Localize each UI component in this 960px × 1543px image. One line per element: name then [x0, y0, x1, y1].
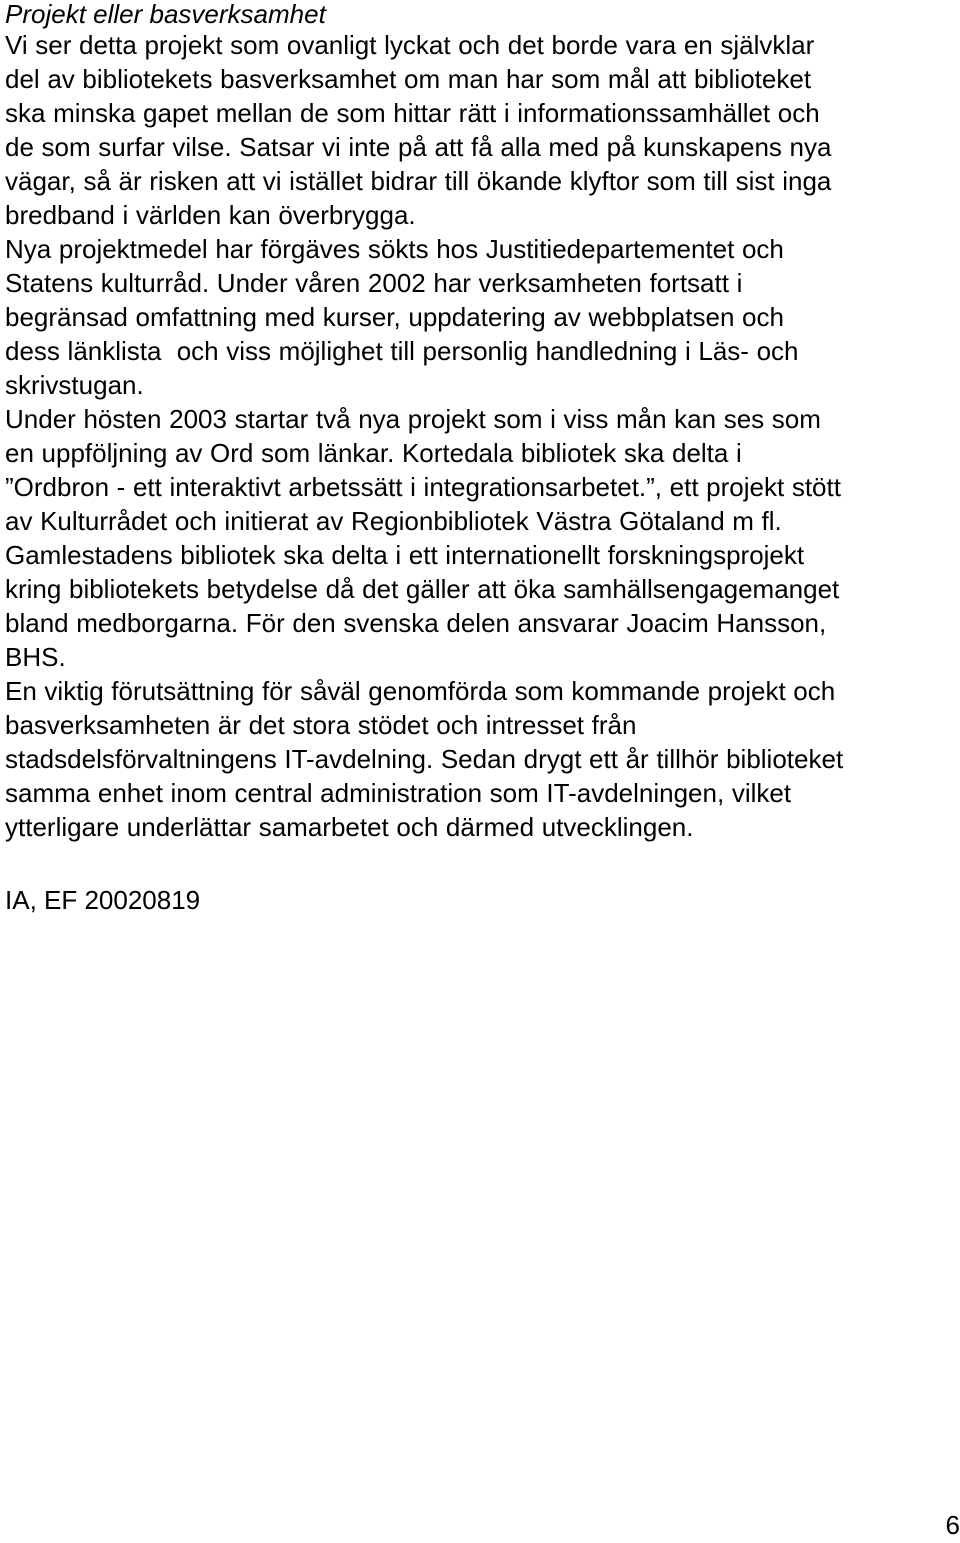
text-line: Vi ser detta projekt som ovanligt lyckat och det borde vara en självklar [5, 30, 815, 60]
text-line: ytterligare underlättar samarbetet och därmed utvecklingen. [5, 812, 694, 842]
signature-date: IA, EF 20020819 [5, 885, 201, 915]
text-line: ”Ordbron - ett interaktivt arbetssätt i integrationsarbetet.”, ett projekt stött [5, 472, 841, 502]
text-line: bland medborgarna. För den svenska delen ansvarar Joacim Hansson, [5, 608, 827, 638]
text-line: Gamlestadens bibliotek ska delta i ett internationellt forskningsprojekt [5, 540, 805, 570]
paragraph-new-projects [5, 402, 960, 674]
text-line: Nya projektmedel har förgäves sökts hos Justitiedepartementet och [5, 234, 784, 264]
section-heading: Projekt eller basverksamhet [5, 0, 326, 29]
document-page [5, 0, 960, 844]
text-line: samma enhet inom central administration som IT-avdelningen, vilket [5, 778, 792, 808]
text-line: basverksamheten är det stora stödet och intresset från [5, 710, 637, 740]
text-line: de som surfar vilse. Satsar vi inte på att få alla med på kunskapens nya [5, 132, 832, 162]
text-line: Under hösten 2003 startar två nya projekt som i viss mån kan ses som [5, 404, 821, 434]
text-line: ska minska gapet mellan de som hittar rätt i informationssamhället och [5, 98, 820, 128]
text-line: dess länklista och viss möjlighet till personlig handledning i Läs- och [5, 336, 799, 366]
text-line: kring bibliotekets betydelse då det gäller att öka samhällsengagemanget [5, 574, 840, 604]
text-line: av Kulturrådet och initierat av Regionbibliotek Västra Götaland m fl. [5, 506, 782, 536]
paragraph-it-support [5, 674, 960, 844]
text-line: en uppföljning av Ord som länkar. Kortedala bibliotek ska delta i [5, 438, 742, 468]
paragraph-project-value [5, 29, 960, 232]
text-line: Statens kulturråd. Under våren 2002 har verksamheten fortsatt i [5, 268, 743, 298]
text-line: vägar, så är risken att vi istället bidrar till ökande klyftor som till sist inga [5, 166, 832, 196]
text-line: BHS. [5, 642, 66, 672]
paragraph-funding [5, 232, 960, 402]
text-line: En viktig förutsättning för såväl genomförda som kommande projekt och [5, 676, 836, 706]
text-line: begränsad omfattning med kurser, uppdatering av webbplatsen och [5, 302, 784, 332]
text-line: bredband i världen kan överbrygga. [5, 200, 416, 230]
page-number: 6 [945, 1510, 960, 1540]
text-line: stadsdelsförvaltningens IT-avdelning. Sedan drygt ett år tillhör biblioteket [5, 744, 844, 774]
text-line: skrivstugan. [5, 370, 144, 400]
text-line: del av bibliotekets basverksamhet om man har som mål att biblioteket [5, 64, 812, 94]
